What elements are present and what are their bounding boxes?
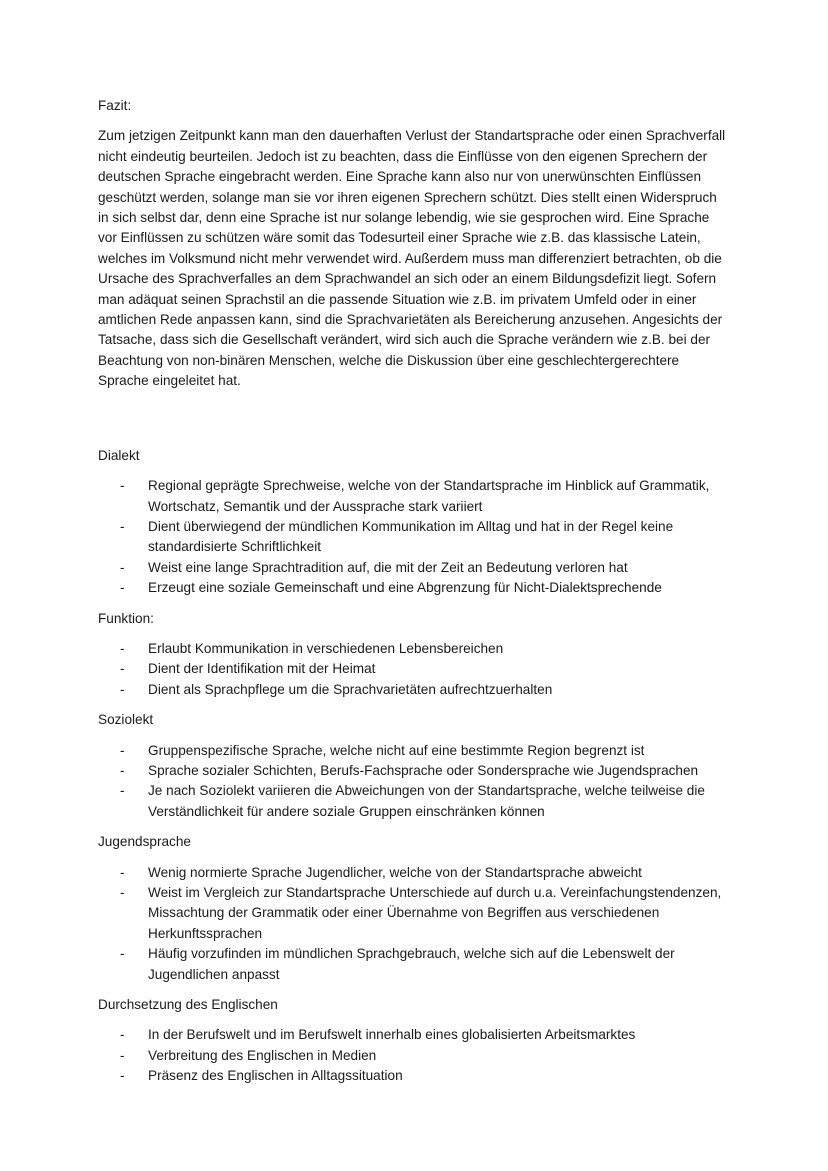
bullet-dash: - (120, 681, 125, 697)
section-heading: Jugendsprache (98, 834, 191, 850)
section-heading: Durchsetzung des Englischen (98, 997, 278, 1013)
bullet-dash: - (120, 1027, 125, 1043)
bullet-list (98, 863, 732, 985)
list-item-text: Dient als Sprachpflege um die Sprachvarietäten aufrechtzuerhalten (148, 681, 553, 697)
section-heading: Soziolekt (98, 712, 154, 728)
bullet-dash: - (120, 885, 125, 900)
list-item (98, 578, 732, 598)
list-item-text: Je nach Soziolekt variieren die Abweichungen von der Standartsprache, welche teilweise die Verständlichkeit für andere soziale Gruppen einschränken können (148, 783, 705, 819)
list-item-text: Erzeugt eine soziale Gemeinschaft und eine Abgrenzung für Nicht-Dialektsprechende (148, 580, 662, 596)
section-heading: Dialekt (98, 447, 140, 463)
list-item (98, 1046, 732, 1066)
bullet-dash: - (120, 640, 125, 656)
fazit-paragraph: Zum jetzigen Zeitpunkt kann man den dauerhaften Verlust der Standartsprache oder einen Sprachverfall nicht eindeutig beurteilen. Jedoch ist zu beachten, dass die Einflüsse von den eigenen Sprechern der deutschen Sprache eingebracht werden. Eine Sprache kann also nur von unerwünschten Einflüssen geschützt werden, solange man sie vor ihren eigenen Sprechern schützt. Dies stellt einen Widerspruch in sich selbst dar, denn eine Sprache ist nur solange lebendig, wie sie gesprochen wird. Eine Sprache vor Einflüssen zu schützen wäre somit das Todesurteil einer Sprache wie z.B. das klassische Latein, welches im Volksmund nicht mehr verwendet wird. Außerdem muss man differenziert betrachten, ob die Ursache des Sprachverfalles an dem Sprachwandel an sich oder an einem Bildungsdefizit liegt. Sofern man adäquat seinen Sprachstil an die passende Situation wie z.B. im privatem Umfeld oder in einer amtlichen Rede anpassen kann, sind die Sprachvarietäten als Bereicherung anzusehen. Angesichts der Tatsache, dass sich die Gesellschaft verändert, wird sich auch die Sprache verändern wie z.B. bei der Beachtung von non-binären Menschen, welche die Diskussion über eine geschlechtergerechtere Sprache eingeleitet hat. (98, 128, 726, 389)
section-durchsetzung-englisch (98, 995, 732, 1087)
list-item-text: Gruppenspezifische Sprache, welche nicht auf eine bestimmte Region begrenzt ist (148, 742, 645, 758)
list-item (98, 883, 732, 944)
list-item (98, 476, 732, 517)
bullet-dash: - (120, 783, 125, 799)
bullet-list (98, 741, 732, 823)
bullet-list (98, 1025, 732, 1086)
list-item (98, 558, 732, 578)
section-heading: Funktion: (98, 610, 154, 626)
list-item (98, 1066, 732, 1086)
fazit-heading: Fazit: (98, 98, 132, 113)
section-soziolekt (98, 710, 732, 822)
list-item (98, 659, 732, 679)
list-item (98, 781, 732, 822)
bullet-dash: - (120, 742, 125, 758)
bullet-dash: - (120, 518, 125, 534)
section-funktion (98, 609, 732, 701)
list-item (98, 517, 732, 558)
section-jugendsprache (98, 832, 732, 985)
list-item-text: Verbreitung des Englischen in Medien (148, 1047, 377, 1063)
list-item-text: Weist eine lange Sprachtradition auf, die mit der Zeit an Bedeutung verloren hat (148, 559, 628, 575)
bullet-dash: - (120, 661, 125, 677)
bullet-dash: - (120, 478, 125, 494)
list-item-text: Präsenz des Englischen in Alltagssituation (148, 1068, 403, 1084)
list-item (98, 639, 732, 659)
bullet-dash: - (120, 1047, 125, 1063)
bullet-dash: - (120, 559, 125, 575)
bullet-list (98, 476, 732, 598)
list-item (98, 863, 732, 883)
list-item-text: Sprache sozialer Schichten, Berufs-Fachsprache oder Sondersprache wie Jugendsprachen (148, 762, 699, 778)
list-item (98, 944, 732, 985)
list-item-text: Wenig normierte Sprache Jugendlicher, welche von der Standartsprache abweicht (148, 864, 642, 880)
list-item-text: Dient der Identifikation mit der Heimat (148, 661, 376, 677)
list-item-text: Dient überwiegend der mündlichen Kommunikation im Alltag und hat in der Regel keine standardisierte Schriftlichkeit (148, 518, 674, 555)
section-dialekt (98, 446, 732, 599)
list-item-text: Häufig vorzufinden im mündlichen Sprachgebrauch, welche sich auf die Lebenswelt der Jugendlichen anpasst (148, 946, 675, 982)
list-item (98, 761, 732, 781)
list-item-text: In der Berufswelt und im Berufswelt innerhalb eines globalisierten Arbeitsmarktes (148, 1027, 636, 1043)
bullet-dash: - (120, 864, 125, 880)
bullet-dash: - (120, 946, 125, 962)
list-item (98, 741, 732, 761)
bullet-dash: - (120, 580, 125, 596)
bullet-dash: - (120, 762, 125, 778)
list-item-text: Regional geprägte Sprechweise, welche von der Standartsprache im Hinblick auf Grammatik, Wortschatz, Semantik und der Aussprache stark variiert (148, 478, 710, 514)
list-item-text: Weist im Vergleich zur Standartsprache Unterschiede auf durch u.a. Vereinfachungstendenzen, Missachtung der Grammatik oder einer Übernahme von Begriffen aus verschiedenen Herkunftssprachen (148, 885, 722, 941)
list-item (98, 680, 732, 700)
list-item-text: Erlaubt Kommunikation in verschiedenen Lebensbereichen (148, 640, 504, 656)
bullet-dash: - (120, 1068, 125, 1084)
list-item (98, 1025, 732, 1045)
bullet-list (98, 639, 732, 700)
